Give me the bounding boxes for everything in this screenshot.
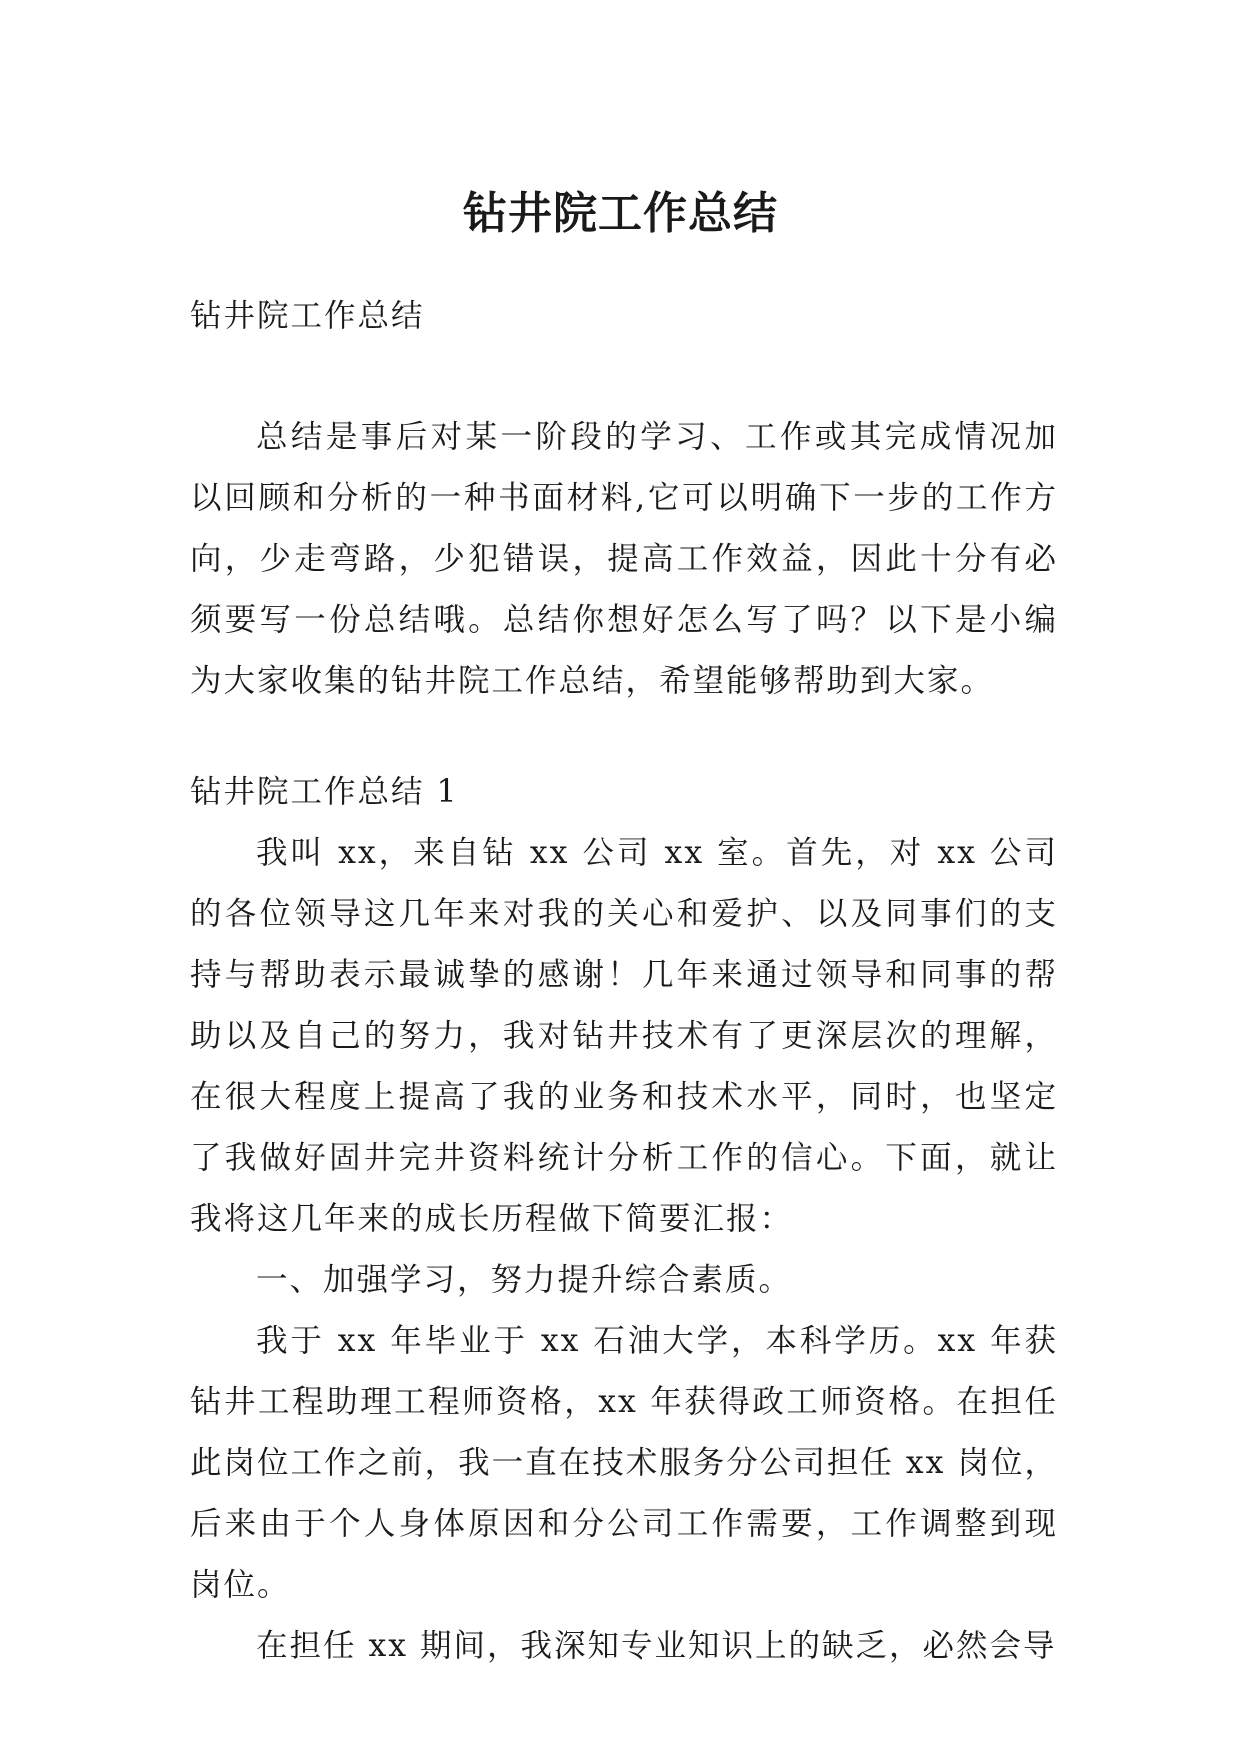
document-body	[190, 286, 1058, 1677]
subsection-heading: 一、加强学习，努力提升综合素质。	[256, 1262, 793, 1298]
body-paragraph: 我于 xx 年毕业于 xx 石油大学，本科学历。xx 年获钻井工程助理工程师资格，xx 年获得政工师资格。在担任此岗位工作之前，我一直在技术服务分公司担任 xx 岗位，后来由于个人身体原因和分公司工作需要，工作调整到现岗位。	[190, 1323, 1058, 1603]
intro-paragraph: 总结是事后对某一阶段的学习、工作或其完成情况加以回顾和分析的一种书面材料,它可以明确下一步的工作方向，少走弯路，少犯错误，提高工作效益，因此十分有必须要写一份总结哦。总结你想好怎么写了吗？以下是小编为大家收集的钻井院工作总结，希望能够帮助到大家。	[190, 419, 1058, 699]
document-title: 钻井院工作总结	[463, 188, 778, 240]
section-heading: 钻井院工作总结 1	[190, 774, 459, 810]
body-paragraph: 在担任 xx 期间，我深知专业知识上的缺乏，必然会导	[256, 1628, 1057, 1664]
body-paragraph: 我叫 xx，来自钻 xx 公司 xx 室。首先，对 xx 公司的各位领导这几年来对我的关心和爱护、以及同事们的支持与帮助表示最诚挚的感谢！几年来通过领导和同事的帮助以及自己的努力，我对钻井技术有了更深层次的理解，在很大程度上提高了我的业务和技术水平，同时，也坚定了我做好固井完井资料统计分析工作的信心。下面，就让我将这几年来的成长历程做下简要汇报：	[190, 835, 1058, 1237]
document-subtitle: 钻井院工作总结	[190, 298, 425, 334]
